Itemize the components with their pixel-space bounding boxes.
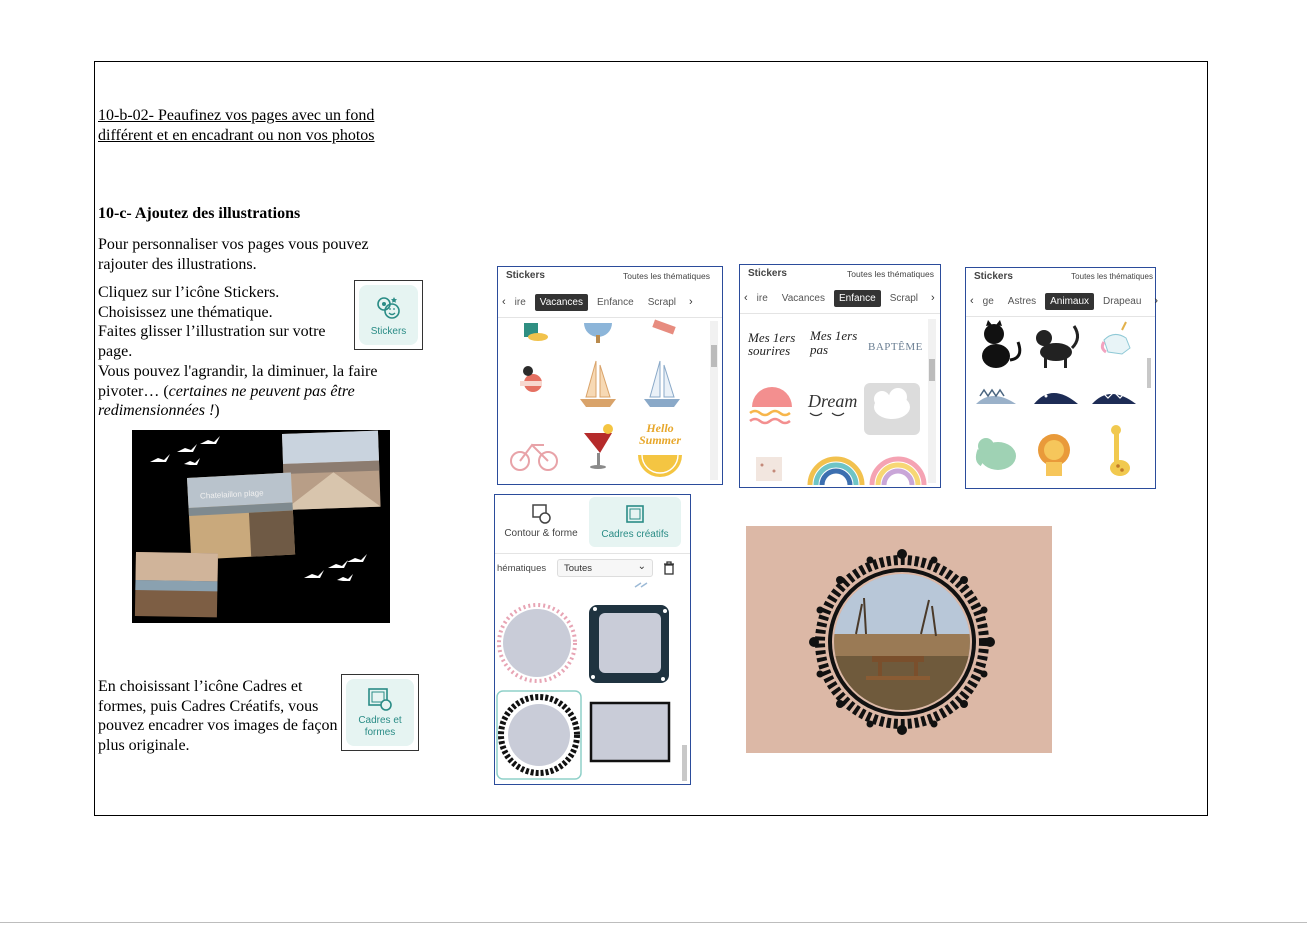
sticker-bapteme[interactable]: BAPTÊME (868, 341, 923, 353)
sticker-dino-3 (1092, 392, 1136, 404)
summer-word-1: Hello (646, 421, 674, 435)
instruction-line-4 (98, 362, 403, 421)
frame-partial-top (635, 583, 647, 587)
tab-drapeaux[interactable]: Drapeau (1103, 295, 1142, 307)
chevron-right-icon[interactable]: › (689, 296, 693, 308)
instruction-line-3: Faites glisser l’illustration sur votre page. (98, 323, 326, 360)
collage-illustration (132, 430, 390, 623)
panel-title: Stickers (506, 270, 545, 281)
theme-tabs (740, 287, 940, 309)
sourires-word-2: sourires (748, 343, 791, 358)
enfance-sticker-grid (746, 377, 932, 485)
frames-grid (495, 585, 681, 785)
theme-filter-select[interactable] (557, 559, 653, 577)
sticker-beach-towel (652, 319, 675, 334)
theme-filter-value: Toutes (564, 563, 592, 574)
creative-frames-icon (624, 504, 646, 526)
sticker-sailboat-1 (580, 361, 616, 407)
sticker-cocktail (584, 424, 613, 469)
scrollbar-thumb[interactable] (711, 345, 717, 367)
intro-text: Pour personnaliser vos pages vous pouvez rajouter des illustrations. (98, 236, 369, 273)
sticker-dino-2 (1034, 393, 1078, 404)
stickers-button[interactable] (359, 285, 418, 345)
stickers-icon-box (354, 280, 423, 350)
tab-enfance[interactable]: Enfance (596, 296, 634, 308)
sticker-bodysuit (756, 457, 782, 481)
sticker-hello-summer (638, 455, 682, 477)
all-themes-link[interactable]: Toutes les thématiques (1071, 272, 1153, 281)
stickers-panel-enfance (739, 264, 941, 488)
tab-animaux[interactable]: Animaux (1045, 293, 1094, 310)
sticker-rainbow-2 (872, 459, 924, 485)
tab-contour-label: Contour & forme (504, 528, 578, 539)
sticker-mes-sourires[interactable] (748, 331, 795, 357)
panel-title: Stickers (974, 271, 1013, 282)
pas-word-2: pas (810, 342, 829, 357)
stickers-icon (374, 293, 404, 323)
summer-word-2: Summer (639, 433, 682, 447)
tab-cadres-creatifs[interactable] (589, 497, 681, 547)
sticker-unicorn (1102, 322, 1130, 354)
section-b-link[interactable]: 10-b-02- Peaufinez vos pages avec un fond différent et en encadrant ou non vos photos (98, 107, 375, 144)
all-themes-link[interactable]: Toutes les thématiques (623, 271, 710, 281)
trash-icon[interactable] (663, 561, 675, 575)
sticker-giraffe (1110, 425, 1130, 476)
tab-contour-forme[interactable] (495, 495, 587, 547)
tab-enfance[interactable]: Enfance (834, 290, 881, 307)
chevron-down-icon: ⌄ (637, 561, 646, 572)
instruction-line-4-end: ) (214, 402, 220, 420)
instruction-line-4-italic: certaines ne peuvent pas être redimensionnées ! (98, 382, 355, 420)
scrollbar[interactable] (710, 321, 718, 480)
tab-prev-theme[interactable]: ge (982, 295, 994, 307)
frames-divider (495, 553, 690, 554)
stickers-label: Stickers (370, 326, 407, 337)
collage-caption: Chatelaillon plage (199, 488, 264, 501)
theme-tabs (498, 291, 722, 313)
scrollbar-thumb[interactable] (1147, 358, 1151, 388)
chevron-right-icon[interactable]: › (1154, 295, 1159, 307)
chevron-left-icon[interactable]: ‹ (970, 295, 974, 307)
frames-label: Cadres et formes (358, 714, 402, 738)
chevron-right-icon[interactable]: › (931, 292, 935, 304)
ornate-frame-illustration (746, 526, 1052, 753)
sourires-word-1: Mes 1ers (748, 330, 796, 345)
scrollbar-thumb[interactable] (682, 745, 687, 781)
filter-label: hématiques (497, 563, 547, 574)
framed-photo-result (746, 526, 1052, 753)
tab-cadres-label: Cadres créatifs (601, 529, 669, 540)
all-themes-link[interactable]: Toutes les thématiques (847, 269, 934, 279)
tab-scrap[interactable]: Scrapl (889, 292, 919, 304)
frames-button[interactable] (346, 679, 414, 746)
frame-floral-circle[interactable] (499, 605, 575, 681)
sticker-rainbow-1 (810, 459, 862, 485)
theme-tabs (966, 290, 1159, 312)
collage-image (132, 430, 390, 623)
sticker-dino-1 (976, 390, 1016, 404)
tab-astres[interactable]: Astres (1007, 295, 1037, 307)
tab-scrap[interactable]: Scrapl (647, 296, 677, 308)
tabs-divider (740, 313, 940, 314)
instruction-line-2: Choisissez une thématique. (98, 304, 273, 321)
pas-word-1: Mes 1ers (810, 328, 858, 343)
sticker-sun (750, 387, 792, 423)
stickers-panel-animaux (965, 267, 1159, 489)
sticker-black-cat-1 (982, 320, 1020, 368)
tabs-divider (966, 316, 1155, 317)
sticker-mes-pas[interactable] (810, 329, 857, 357)
instruction-line-1: Cliquez sur l’icône Stickers. (98, 284, 280, 301)
sticker-dream[interactable]: Dream (808, 391, 858, 411)
sticker-cloud (864, 383, 920, 435)
sticker-hello-summer-text[interactable] (639, 422, 681, 446)
section-c-heading: 10-c- Ajoutez des illustrations (98, 205, 301, 222)
tab-vacances[interactable]: Vacances (781, 292, 825, 304)
tabs-divider (498, 317, 722, 318)
sticker-globe (584, 323, 612, 343)
instruction-line-4-text: Vous pouvez l'agrandir, la diminuer, la faire pivoter… ( (98, 363, 378, 400)
chevron-left-icon[interactable]: ‹ (502, 296, 506, 308)
frame-dark-square[interactable] (589, 605, 669, 683)
sticker-eyelashes (810, 413, 844, 416)
sticker-sailboat-2 (644, 361, 680, 407)
contour-shape-icon (530, 503, 552, 525)
frame-sketch-square[interactable] (591, 703, 669, 761)
sticker-bicycle (511, 445, 557, 470)
frames-panel (494, 494, 691, 785)
page-bottom-rule (0, 922, 1307, 923)
animaux-sticker-grid (974, 320, 1150, 486)
frames-icon-box (341, 674, 419, 751)
sticker-lion (1038, 434, 1070, 476)
stickers-panel-vacances (497, 266, 723, 485)
tab-prev-theme[interactable]: ire (756, 292, 768, 304)
panel-title: Stickers (748, 268, 787, 279)
vacances-sticker-grid (508, 321, 704, 481)
chevron-left-icon[interactable]: ‹ (744, 292, 748, 304)
sticker-black-cat-2 (1036, 326, 1078, 368)
tab-vacances[interactable]: Vacances (535, 294, 588, 311)
frames-text: En choisissant l’icône Cadres et formes, puis Cadres Créatifs, vous pouvez encadrer vos images de façon plus originale. (98, 678, 338, 754)
tab-prev-theme[interactable]: ire (514, 296, 526, 308)
frames-icon (365, 687, 395, 713)
sticker-person[interactable] (524, 323, 548, 341)
sticker-elephant (978, 438, 1016, 470)
sticker-swimmer (520, 366, 542, 392)
